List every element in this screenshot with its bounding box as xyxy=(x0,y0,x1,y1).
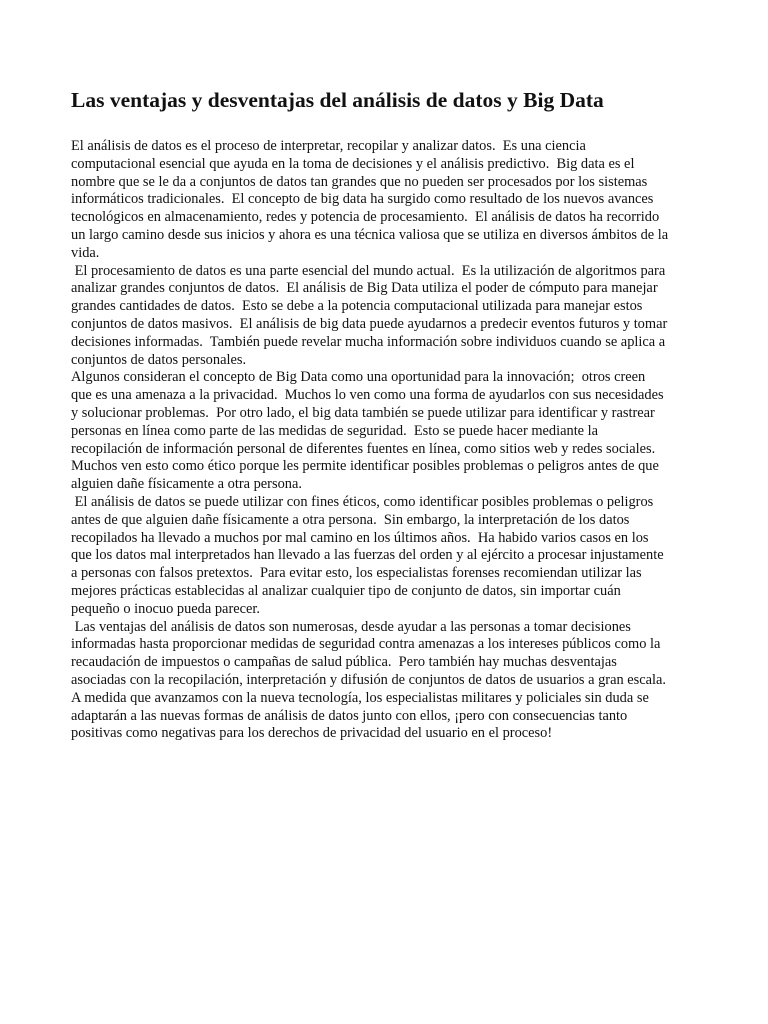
text-line: alguien dañe físicamente a otra persona. xyxy=(71,476,302,493)
document-body xyxy=(71,138,701,743)
text-line: El análisis de datos es el proceso de interpretar, recopilar y analizar datos. Es una ciencia xyxy=(71,138,586,154)
text-line: El análisis de datos se puede utilizar con fines éticos, como identificar posibles problemas o peligros xyxy=(71,493,654,510)
text-line: tecnológicos en almacenamiento, redes y potencia de procesamiento. El análisis de datos ha recorrido xyxy=(71,209,660,226)
text-line: nombre que se le da a conjuntos de datos tan grandes que no pueden ser procesados por los sistemas xyxy=(71,173,648,190)
text-line: Muchos ven esto como ético porque les permite identificar posibles problemas o peligros antes de que xyxy=(71,458,659,475)
text-line: conjuntos de datos personales. xyxy=(71,351,247,368)
text-line: Las ventajas del análisis de datos son numerosas, desde ayudar a las personas a tomar decisiones xyxy=(71,618,631,635)
text-line: y solucionar problemas. Por otro lado, el big data también se puede utilizar para identificar y rastrear xyxy=(71,404,655,421)
text-line: A medida que avanzamos con la nueva tecnología, los especialistas militares y policiales sin duda se xyxy=(71,689,649,706)
document-page xyxy=(71,86,701,743)
document-title: Las ventajas y desventajas del análisis de datos y Big Data xyxy=(71,88,604,112)
text-line: que los datos mal interpretados han llevado a las fuerzas del orden y al ejército a procesar injustamente xyxy=(71,547,664,564)
text-line: grandes cantidades de datos. Esto se debe a la potencia computacional utilizada para manejar estos xyxy=(71,298,643,315)
text-line: a personas con falsos pretextos. Para evitar esto, los especialistas forenses recomiendan utilizar las xyxy=(71,565,642,582)
text-line: recopilación de información personal de diferentes fuentes en línea, como sitios web y redes sociales. xyxy=(71,440,656,457)
text-line: un largo camino desde sus inicios y ahora es una técnica valiosa que se utiliza en diversos ámbitos de la xyxy=(71,226,669,243)
text-line: antes de que alguien dañe físicamente a otra persona. Sin embargo, la interpretación de los datos xyxy=(71,511,630,528)
text-line: decisiones informadas. También puede revelar mucha información sobre individuos cuando se aplica a xyxy=(71,333,666,350)
text-line: informadas hasta proporcionar medidas de seguridad contra amenazas a los intereses públicos como la xyxy=(71,636,661,653)
text-line: adaptarán a las nuevas formas de análisis de datos junto con ellos, ¡pero con consecuencias tanto xyxy=(71,707,628,724)
text-line: personas en línea como parte de las medidas de seguridad. Esto se puede hacer mediante la xyxy=(71,422,599,439)
text-line: conjuntos de datos masivos. El análisis de big data puede ayudarnos a predecir eventos futuros y tomar xyxy=(71,315,668,332)
text-line: pequeño o inocuo pueda parecer. xyxy=(71,600,260,617)
text-line: computacional esencial que ayuda en la toma de decisiones y el análisis predictivo. Big data es el xyxy=(71,155,635,172)
text-line: asociadas con la recopilación, interpretación y difusión de conjuntos de datos de usuarios a gran escala. xyxy=(71,671,667,688)
text-line: positivas como negativas para los derechos de privacidad del usuario en el proceso! xyxy=(71,725,553,742)
text-line: recopilados ha llevado a muchos por mal camino en los últimos años. Ha habido varios casos en los xyxy=(71,529,649,546)
text-line: que es una amenaza a la privacidad. Muchos lo ven como una forma de ayudarlos con sus necesidades xyxy=(71,387,664,404)
text-line: analizar grandes conjuntos de datos. El análisis de Big Data utiliza el poder de cómputo para manejar xyxy=(71,280,658,297)
text-line: mejores prácticas establecidas al analizar cualquier tipo de conjunto de datos, sin importar cuán xyxy=(71,582,621,599)
text-line: vida. xyxy=(71,244,100,261)
text-line: Algunos consideran el concepto de Big Data como una oportunidad para la innovación; otros creen xyxy=(71,369,646,386)
text-line: recaudación de impuestos o campañas de salud pública. Pero también hay muchas desventajas xyxy=(71,654,617,671)
text-line: El procesamiento de datos es una parte esencial del mundo actual. Es la utilización de algoritmos para xyxy=(71,262,666,279)
text-line: informáticos tradicionales. El concepto de big data ha surgido como resultado de los nuevos avances xyxy=(71,191,654,208)
